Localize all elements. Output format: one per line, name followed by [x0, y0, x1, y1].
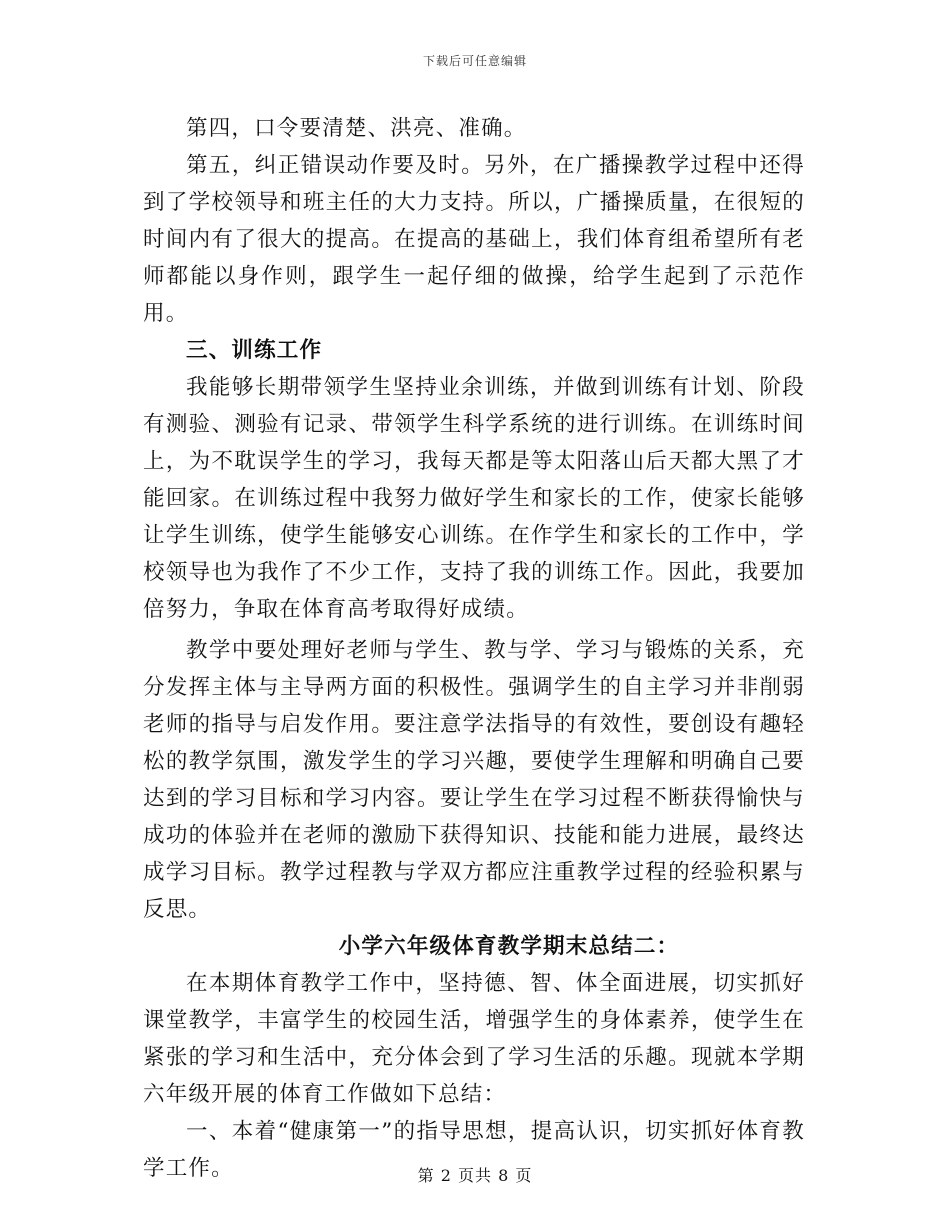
paragraph-training-work: 我能够长期带领学生坚持业余训练，并做到训练有计划、阶段有测验、测验有记录、带领学生科学系统的进行训练。在训练时间上，为不耽误学生的学习，我每天都是等太阳落山后天都大黑了才能回家。在训练过程中我努力做好学生和家长的工作，使家长能够让学生训练，使学生能够安心训练。在作学生和家长的工作中，学校领导也为我作了不少工作，支持了我的训练工作。因此，我要加倍努力，争取在体育高考取得好成绩。: [143, 375, 805, 622]
paragraph-teaching-relationship: 教学中要处理好老师与学生、教与学、学习与锻炼的关系，充分发挥主体与主导两方面的积极性。强调学生的自主学习并非削弱老师的指导与启发作用。要注意学法指导的有效性，要创设有趣轻松的教学氛围，激发学生的学习兴趣，要使学生理解和明确自己要达到的学习目标和学习内容。要让学生在学习过程不断获得愉快与成功的体验并在老师的激励下获得知识、技能和能力进展，最终达成学习目标。教学过程教与学双方都应注重教学过程的经验积累与反思。: [143, 638, 805, 922]
page-header-note: 下载后可任意编辑: [422, 54, 527, 68]
paragraph-correct-errors: 第五，纠正错误动作要及时。另外，在广播操教学过程中还得到了学校领导和班主任的大力支持。所以，广播操质量，在很短的时间内有了很大的提高。在提高的基础上，我们体育组希望所有老师都能以身作则，跟学生一起仔细的做操，给学生起到了示范作用。: [143, 153, 805, 326]
document-body: [143, 110, 805, 1187]
paragraph-health-first: 一、本着“健康第一”的指导思想，提高认识，切实抓好体育教学工作。: [143, 1119, 805, 1181]
page-number-footer: 第 2 页共 8 页: [417, 1166, 533, 1185]
summary-two-title: 小学六年级体育教学期末总结二：: [338, 934, 680, 959]
paragraph-semester-overview: 在本期体育教学工作中，坚持德、智、体全面进展，切实抓好课堂教学，丰富学生的校园生活，增强学生的身体素养，使学生在紧张的学习和生活中，充分体会到了学习生活的乐趣。现就本学期六年级开展的体育工作做如下总结：: [143, 971, 805, 1107]
section-heading-training: 三、训练工作: [186, 338, 323, 363]
paragraph-command-clarity: 第四，口令要清楚、洪亮、准确。: [186, 116, 527, 141]
